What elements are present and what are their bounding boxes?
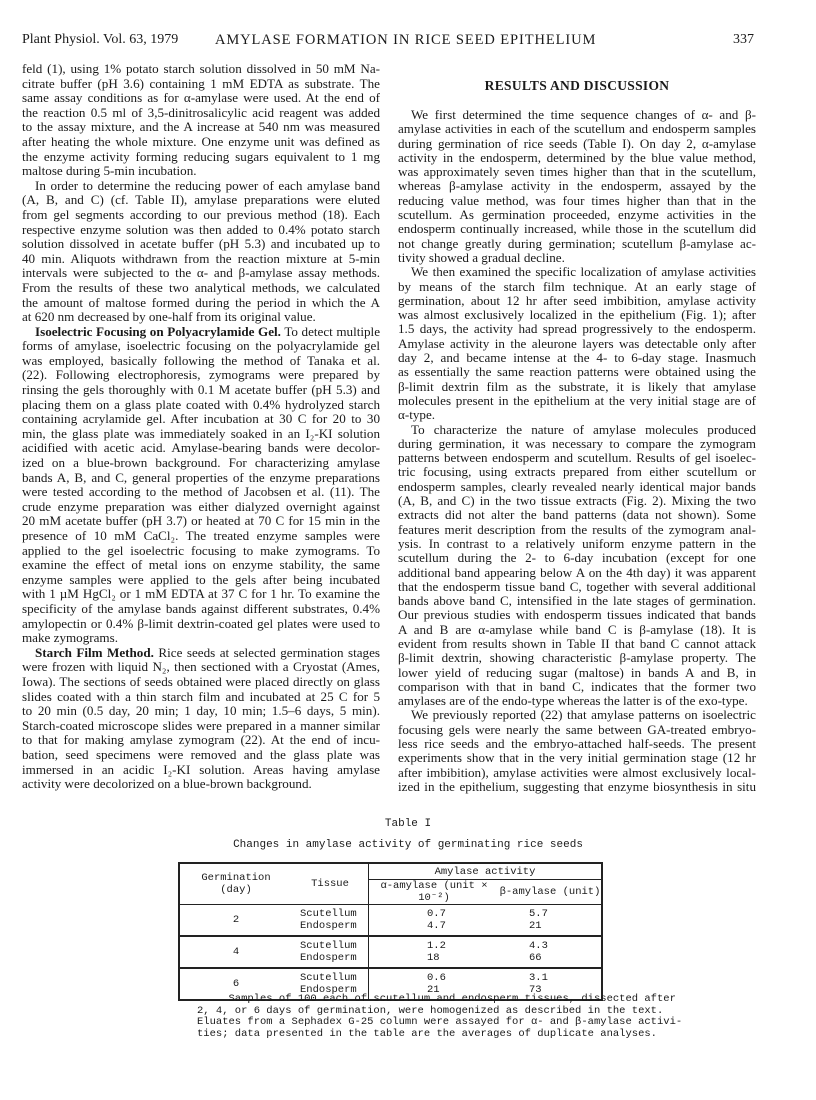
- text-line: [22, 223, 380, 238]
- line-text: We previously reported (22) that amylase patterns on isoelectric: [411, 707, 756, 723]
- line-text: rinsing the gels thoroughly with 0.1 M acetate buffer (pH 5.3) and: [22, 382, 380, 398]
- line-text: bands A, B, and C, general properties of the enzyme preparations: [22, 469, 380, 485]
- cell-beta: 5.7 21: [529, 908, 548, 932]
- text-line: [398, 351, 756, 365]
- line-text: to that for making amylase zymogram (22). At the end of incu-: [22, 732, 380, 748]
- text-line: [398, 222, 756, 236]
- line-text: experiments show that in the very initial germination stage (12 hr: [398, 750, 756, 766]
- text-line: [22, 368, 380, 383]
- line-text: slides coated with a thin starch film and incubated at 25 C for 5: [22, 688, 380, 704]
- line-text: bands above band C, intensified in the late stages of germination.: [398, 593, 756, 609]
- line-text: 40 min. Aliquots withdrawn from the reaction mixture at 5-min: [22, 250, 380, 266]
- text-line: [22, 339, 380, 354]
- paragraph: [398, 265, 756, 422]
- line-text: ysis. In contrast to a relatively uniform enzyme pattern in the: [398, 535, 756, 551]
- header-germination: Germination (day): [179, 863, 292, 905]
- line-text: (A, B, and C) (cf. Table II), amylase preparations were eluted: [22, 192, 380, 208]
- line-text: specificity of the amylase bands against different substrates, 0.4%: [22, 600, 380, 616]
- text-line: [398, 237, 756, 251]
- line-text: β-limit dextrin film as the substrate, it is likely that amylase: [398, 378, 756, 394]
- paragraph: [22, 179, 380, 325]
- text-line: [22, 763, 380, 778]
- text-line: [398, 566, 756, 580]
- line-text: molecules present in the epithelium at the very initial stage are of: [398, 392, 756, 408]
- text-line: [22, 296, 380, 311]
- line-text: make zymograms.: [22, 630, 118, 646]
- cell-alpha: 0.6 21: [369, 968, 500, 1000]
- journal-citation: Plant Physiol. Vol. 63, 1979: [22, 32, 179, 47]
- text-line: [22, 412, 380, 427]
- line-text: after imbibition), amylase activities were almost exclusively local-: [398, 764, 756, 780]
- text-line: [398, 508, 756, 522]
- line-text: ized in the epithelium, suggesting that enzyme biosynthesis in situ: [398, 778, 756, 794]
- cell-alpha: 0.7 4.7: [369, 905, 500, 937]
- line-text: the enzyme activity forming reducing sugars equivalent to 1 mg: [22, 148, 380, 164]
- text-line: [22, 325, 380, 340]
- text-line: [22, 485, 380, 500]
- text-line: [22, 733, 380, 748]
- line-text: activity were decolorized on a blue-brown background.: [22, 776, 312, 792]
- text-line: [398, 465, 756, 479]
- line-text: Rice seeds at selected germination stages: [158, 644, 380, 660]
- cell-day: 6: [179, 968, 292, 1000]
- cell-alpha: 1.2 18: [369, 936, 500, 968]
- text-line: [22, 164, 380, 179]
- line-text: as essentially the same reaction patterns were obtained using the: [398, 364, 756, 380]
- right-column: [398, 108, 756, 794]
- text-line: [398, 165, 756, 179]
- text-line: [398, 451, 756, 465]
- text-line: [22, 573, 380, 588]
- text-line: [22, 193, 380, 208]
- line-text: maltose during 5-min incubation.: [22, 163, 197, 179]
- line-text: amylopectin or 0.4% β-limit dextrin-coated gel plates were used to: [22, 615, 380, 631]
- line-text: tivity showed a gradual decline.: [398, 249, 565, 265]
- text-line: [398, 437, 756, 451]
- text-line: [22, 77, 380, 92]
- text-line: [22, 354, 380, 369]
- text-line: [398, 194, 756, 208]
- line-text: the reaction 0.5 ml of 3,5-dinitrosalicylic acid reagent was added: [22, 104, 380, 120]
- text-line: [398, 708, 756, 722]
- line-text: feld (1), using 1% potato starch solution dissolved in 50 mM Na-: [22, 61, 380, 76]
- text-line: [398, 666, 756, 680]
- text-line: [398, 108, 756, 122]
- text-line: [398, 608, 756, 622]
- line-text: same assay conditions as for α-amylase were used. At the end of: [22, 90, 380, 106]
- text-line: [398, 623, 756, 637]
- text-line: [398, 137, 756, 151]
- line-text: applied to the gel isoelectric focusing to make zymograms. To: [22, 542, 380, 558]
- text-line: [22, 208, 380, 223]
- line-text: 20 mM acetate buffer (pH 3.7) or heated at 70 C for 15 min in the: [22, 513, 380, 529]
- table-header-row: [179, 863, 602, 880]
- line-text: lower yield of reducing sugar (maltose) in bands A and B, in: [398, 664, 756, 680]
- line-text: bation, seed specimens were removed and the glass plate was: [22, 746, 380, 762]
- text-line: [22, 471, 380, 486]
- paragraph: [398, 108, 756, 265]
- text-line: [22, 252, 380, 267]
- line-text: citrate buffer (pH 3.6) containing 1 mM EDTA as substrate. The: [22, 75, 380, 91]
- paragraph-heading: Starch Film Method.: [35, 644, 154, 660]
- cell-day: 2: [232, 914, 240, 926]
- paragraph: [22, 646, 380, 792]
- text-line: [22, 281, 380, 296]
- paragraph: [398, 423, 756, 709]
- line-text: was approximately seven times higher than that in the scutellum,: [398, 164, 756, 180]
- line-text: by means of the starch film technique. At an early stage of: [398, 278, 756, 294]
- text-line: [398, 637, 756, 651]
- line-text: containing acrylamide gel. After incubation at 30 C for 20 to 30: [22, 411, 380, 427]
- text-line: [22, 120, 380, 135]
- text-line: [22, 602, 380, 617]
- line-text: focusing gels were nearly the same between GA-treated embryo-: [398, 721, 756, 737]
- text-line: [22, 398, 380, 413]
- line-text: We then examined the specific localization of amylase activities: [411, 264, 756, 280]
- line-text: immersed in an acidic I₂-KI solution. Areas having amylase: [22, 761, 380, 777]
- text-line: [398, 294, 756, 308]
- line-text: Our previous studies with endosperm tissues indicated that bands: [398, 607, 756, 623]
- line-text: forms of amylase, isoelectric focusing on the polyacrylamide gel: [22, 338, 380, 354]
- line-text: enzyme samples were applied to the gels after being incubated: [22, 571, 380, 587]
- table-label: Table I: [384, 818, 432, 830]
- text-line: [398, 594, 756, 608]
- line-text: with 1 µM HgCl₂ or 1 mM EDTA at 37 C for 1 hr. To examine the: [22, 586, 380, 602]
- text-line: [22, 660, 380, 675]
- left-column: [22, 62, 380, 792]
- table-caption: Changes in amylase activity of germinating rice seeds: [233, 839, 583, 851]
- text-line: [398, 337, 756, 351]
- line-text: To detect multiple: [284, 323, 381, 339]
- line-text: at 620 nm decreased by one-half from its original value.: [22, 309, 316, 325]
- line-text: activity in the endosperm, determined by the blue value method,: [398, 149, 756, 165]
- text-line: [398, 751, 756, 765]
- text-line: [22, 310, 380, 325]
- text-line: [22, 646, 380, 661]
- text-line: [22, 617, 380, 632]
- table-row: [179, 936, 602, 968]
- line-text: crude enzyme preparation was either dialyzed overnight against: [22, 498, 380, 514]
- text-line: [398, 723, 756, 737]
- line-text: A and B are α-amylase while band C is β-amylase (18). It is: [398, 621, 756, 637]
- text-line: [22, 777, 380, 792]
- line-text: from gel segments according to our previous method (18). Each: [22, 206, 380, 222]
- text-line: [22, 237, 380, 252]
- line-text: respective enzyme solution was then added to 0.4% potato starch: [22, 221, 380, 237]
- text-line: [398, 365, 756, 379]
- text-line: [398, 694, 756, 708]
- cell-tissue: Scutellum Endosperm: [300, 908, 357, 932]
- line-text: during germination, it was necessary to compare the zymogram: [398, 435, 756, 451]
- line-text: to 20 min (0.5 day, 20 min; 1 day, 10 min; 1.5–6 days, 5 min).: [22, 703, 380, 719]
- text-line: [398, 408, 756, 422]
- line-text: α-type.: [398, 407, 436, 423]
- paragraph: [398, 708, 756, 794]
- text-line: [22, 675, 380, 690]
- text-line: [22, 441, 380, 456]
- text-line: [398, 737, 756, 751]
- line-text: Starch-coated microscope slides were prepared in a manner similar: [22, 717, 380, 733]
- text-line: [22, 719, 380, 734]
- line-text: presence of 10 mM CaCl₂. The treated enzyme samples were: [22, 528, 380, 543]
- line-text: patterns between endosperm and scutellum. Results of gel isoelec-: [398, 450, 756, 466]
- line-text: In order to determine the reducing power of each amylase band: [35, 177, 380, 193]
- text-line: [22, 500, 380, 515]
- text-line: [398, 308, 756, 322]
- text-line: [22, 544, 380, 559]
- text-line: [22, 690, 380, 705]
- table-footnote: Samples of 100 each of scutellum and endosperm tissues, dissected after 2, 4, or 6 days of germination, were homogenized as described in the text. Eluates from a Sephadex G-25 column were assayed for α- and β-amylase activi- ties; data presented in the table are the averages of duplicate analyses.: [197, 993, 683, 1040]
- line-text: were tested according to the method of Jacobsen et al. (11). The: [22, 484, 380, 500]
- line-text: to the assay mixture, and the A increase at 540 nm was measured: [22, 119, 380, 135]
- line-text: (22). Following electrophoresis, zymograms were prepared by: [22, 367, 380, 383]
- line-text: placing them on a glass plate coated with 0.4% hydrolyzed starch: [22, 396, 380, 412]
- line-text: scutellum during the 2- to 6-day incubation (except for one: [398, 550, 756, 566]
- text-line: [22, 106, 380, 121]
- text-line: [22, 558, 380, 573]
- line-text: scutellum. As germination proceeded, enzyme activities in the: [398, 207, 756, 223]
- header-alpha-amylase: α-amylase (unit × 10⁻²): [369, 880, 500, 905]
- text-line: [398, 151, 756, 165]
- text-line: [398, 580, 756, 594]
- text-line: [22, 427, 380, 442]
- text-line: [398, 122, 756, 136]
- page-number: 337: [733, 32, 754, 47]
- line-text: during germination of rice seeds (Table I). On day 2, α-amylase: [398, 135, 756, 151]
- text-line: [22, 266, 380, 281]
- cell-beta: 4.3 66: [499, 936, 602, 968]
- text-line: [22, 514, 380, 529]
- text-line: [22, 91, 380, 106]
- cell-tissue: Scutellum Endosperm: [292, 936, 369, 968]
- text-line: [22, 587, 380, 602]
- line-text: after heating the whole mixture. One enzyme unit was defined as: [22, 133, 380, 149]
- text-line: [22, 456, 380, 471]
- line-text: reducing value method, was four times higher than that in the: [398, 192, 756, 208]
- section-heading: RESULTS AND DISCUSSION: [484, 78, 670, 93]
- line-text: less rice seeds and the embryo-attached half-seeds. The present: [398, 736, 756, 752]
- text-line: [398, 265, 756, 279]
- text-line: [398, 780, 756, 794]
- line-text: amylase activities in each of the scutellum and endosperm samples: [398, 121, 756, 137]
- line-text: endosperm samples, clearly revealed nearly identical major bands: [398, 478, 756, 494]
- line-text: 1.5 days, the activity had spread progressively to the endosperm.: [398, 321, 756, 337]
- line-text: β-limit dextrin, showing characteristic β-amylase property. The: [398, 650, 756, 666]
- line-text: features merit description from the results of the zymogram anal-: [398, 521, 756, 537]
- line-text: intervals were subjected to the α- and β-amylase assay methods.: [22, 265, 380, 281]
- text-line: [398, 208, 756, 222]
- paragraph: [22, 62, 380, 179]
- text-line: [398, 651, 756, 665]
- text-line: [398, 380, 756, 394]
- text-line: [398, 322, 756, 336]
- text-line: [22, 150, 380, 165]
- text-line: [22, 748, 380, 763]
- line-text: germination, about 12 hr after seed imbibition, amylase activity: [398, 292, 756, 308]
- line-text: not change greatly during germination; scutellum β-amylase ac-: [398, 235, 756, 251]
- line-text: examine the effect of metal ions on enzyme stability, the same: [22, 557, 380, 573]
- header-amylase-activity: Amylase activity: [369, 863, 603, 880]
- line-text: the amount of maltose formed during the period in which the A: [22, 294, 380, 310]
- text-line: [22, 62, 380, 77]
- line-text: additional band appearing below A on the 4th day) it was apparent: [398, 564, 756, 580]
- text-line: [22, 529, 380, 544]
- cell-tissue: Scutellum Endosperm: [292, 968, 369, 1000]
- text-line: [398, 394, 756, 408]
- text-line: [398, 480, 756, 494]
- running-title: AMYLASE FORMATION IN RICE SEED EPITHELIUM: [215, 32, 597, 48]
- text-line: [398, 494, 756, 508]
- text-line: [22, 135, 380, 150]
- paragraph-heading: Isoelectric Focusing on Polyacrylamide Gel.: [35, 323, 281, 339]
- text-line: [22, 383, 380, 398]
- header-tissue: Tissue: [292, 863, 369, 905]
- text-line: [22, 631, 380, 646]
- cell-day: 4: [179, 936, 292, 968]
- text-line: [398, 766, 756, 780]
- line-text: solution dissolved in acetate buffer (pH 5.3) and incubated up to: [22, 236, 380, 252]
- text-line: [398, 551, 756, 565]
- line-text: amylases are of the endo-type whereas the latter is of the exo-type.: [398, 693, 748, 709]
- line-text: was almost exclusively localized in the epithelium (Fig. 1); after: [398, 307, 756, 323]
- text-line: [22, 704, 380, 719]
- line-text: min, the glass plate was immediately soaked in an I₂-KI solution: [22, 425, 380, 441]
- line-text: From the results of these two analytical methods, we calculated: [22, 279, 380, 295]
- text-line: [398, 179, 756, 193]
- header-beta-amylase: β-amylase (unit): [499, 880, 602, 905]
- line-text: acidified with acetic acid. Amylase-bearing bands were decolor-: [22, 440, 380, 456]
- text-line: [398, 680, 756, 694]
- text-line: [398, 423, 756, 437]
- line-text: comparison with that in band C, indicates that the former two: [398, 678, 756, 694]
- text-line: [398, 280, 756, 294]
- line-text: extracts did not alter the band patterns (data not shown). Some: [398, 507, 756, 523]
- line-text: whereas β-amylase activity in the endosperm, assayed by the: [398, 178, 756, 194]
- line-text: ized on a blue-brown background. For characterizing amylase: [22, 455, 380, 471]
- line-text: tric focusing, using extracts prepared from either scutellum or: [398, 464, 756, 480]
- line-text: was employed, basically following the method of Tanaka et al.: [22, 352, 380, 368]
- line-text: Iowa). The sections of seeds obtained were placed directly on glass: [22, 673, 380, 689]
- text-line: [398, 523, 756, 537]
- line-text: To characterize the nature of amylase molecules produced: [411, 421, 756, 437]
- line-text: were frozen with liquid N₂, then sectioned with a Cryostat (Ames,: [22, 659, 380, 675]
- line-text: Amylase activity in the aleurone layers was detectable only after: [398, 335, 756, 351]
- line-text: endosperm continually increased, while those in the scutellum did: [398, 221, 756, 237]
- text-line: [22, 179, 380, 194]
- line-text: day 2, and became intense at the 4- to 6-day stage. Inasmuch: [398, 350, 756, 366]
- text-line: [398, 537, 756, 551]
- line-text: evident from results shown in Table II that band C cannot attack: [398, 635, 756, 651]
- line-text: that the endosperm tissue band C, together with several additional: [398, 578, 756, 594]
- amylase-activity-table: [178, 862, 603, 1001]
- line-text: (A, B, and C) in the two tissue extracts (Fig. 2). Mixing the two: [398, 493, 756, 509]
- cell-beta: 3.1 73: [499, 968, 602, 1000]
- table-row: [179, 905, 602, 937]
- paragraph: [22, 325, 380, 646]
- line-text: We first determined the time sequence changes of α- and β-: [411, 107, 756, 122]
- text-line: [398, 251, 756, 265]
